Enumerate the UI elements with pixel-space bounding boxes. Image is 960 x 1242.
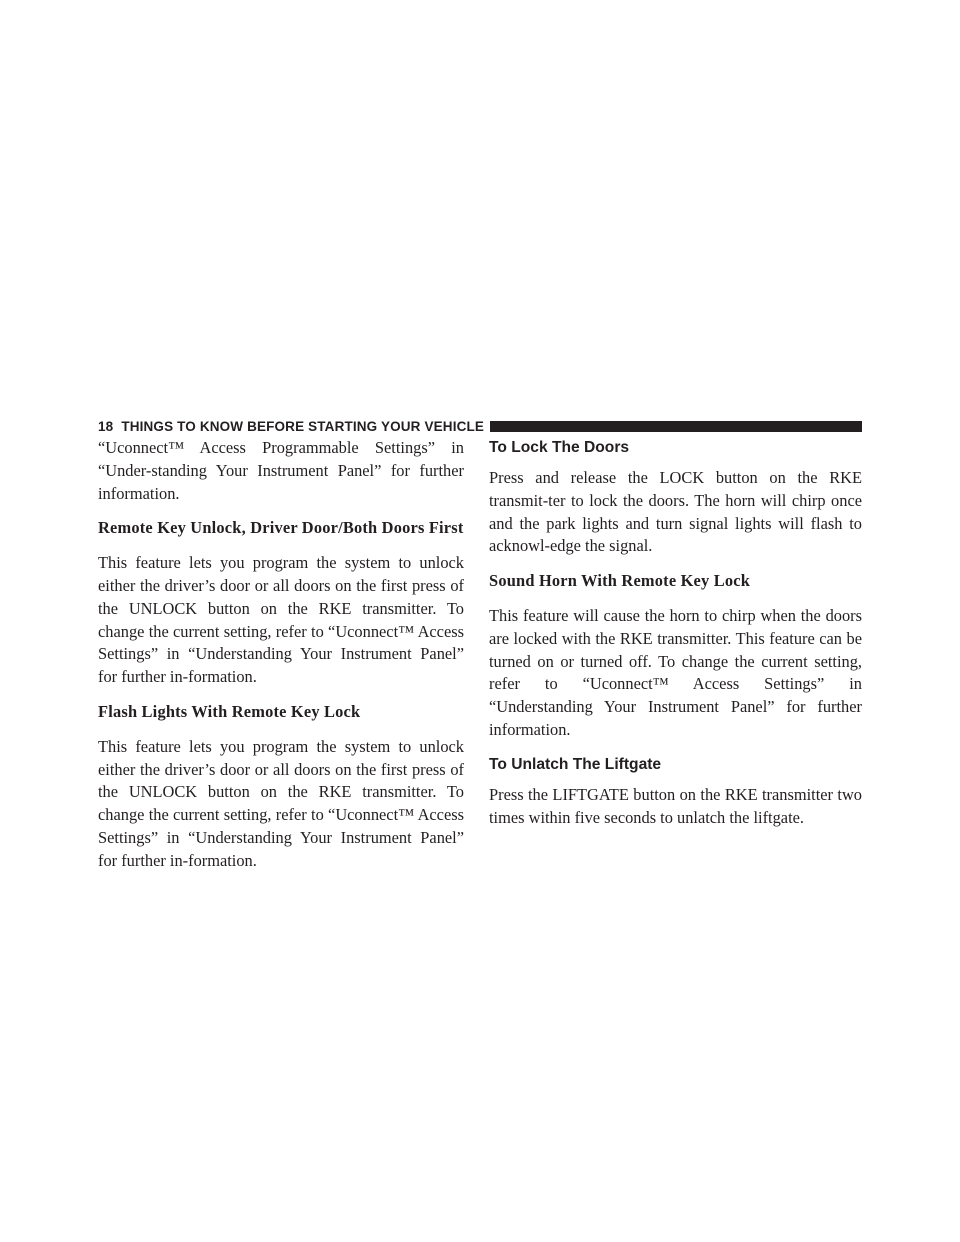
remote-unlock-heading: Remote Key Unlock, Driver Door/Both Doors First [98, 518, 464, 538]
flash-lights-paragraph: This feature lets you program the system to unlock either the driver’s door or all doors on the first press of the UNLOCK button on the RKE transmitter. To change the current setting, refer to “Uconnect™ Access Settings” in “Understanding Your Instrument Panel” for further in-formation. [98, 736, 464, 870]
page-number: 18 [98, 418, 114, 434]
remote-unlock-paragraph: This feature lets you program the system to unlock either the driver’s door or all doors on the first press of the UNLOCK button on the RKE transmitter. To change the current setting, refer to “Uconnect™ Access Settings” in “Understanding Your Instrument Panel” for further in-formation. [98, 553, 464, 687]
sound-horn-heading: Sound Horn With Remote Key Lock [489, 571, 751, 591]
section-title: THINGS TO KNOW BEFORE STARTING YOUR VEHICLE [121, 418, 485, 434]
right-column [489, 437, 862, 829]
intro-paragraph: “Uconnect™ Access Programmable Settings” in “Under-standing Your Instrument Panel” for further information. [98, 438, 464, 503]
header-rule [490, 421, 862, 432]
page-header [98, 417, 862, 435]
sound-horn-paragraph: This feature will cause the horn to chirp when the doors are locked with the RKE transmitter. This feature can be turned on or turned off. To change the current setting, refer to “Uconnect™ Access Settings” in “Understanding Your Instrument Panel” for further information. [489, 605, 862, 739]
lock-doors-heading: To Lock The Doors [489, 439, 630, 456]
left-column [98, 437, 464, 873]
lock-doors-paragraph: Press and release the LOCK button on the RKE transmit-ter to lock the doors. The horn will chirp once and the park lights and turn signal lights will flash to acknowl-edge the signal. [489, 468, 862, 556]
liftgate-paragraph: Press the LIFTGATE button on the RKE transmitter two times within five seconds to unlatch the liftgate. [489, 784, 862, 827]
liftgate-heading: To Unlatch The Liftgate [489, 755, 662, 773]
flash-lights-heading: Flash Lights With Remote Key Lock [98, 701, 361, 721]
